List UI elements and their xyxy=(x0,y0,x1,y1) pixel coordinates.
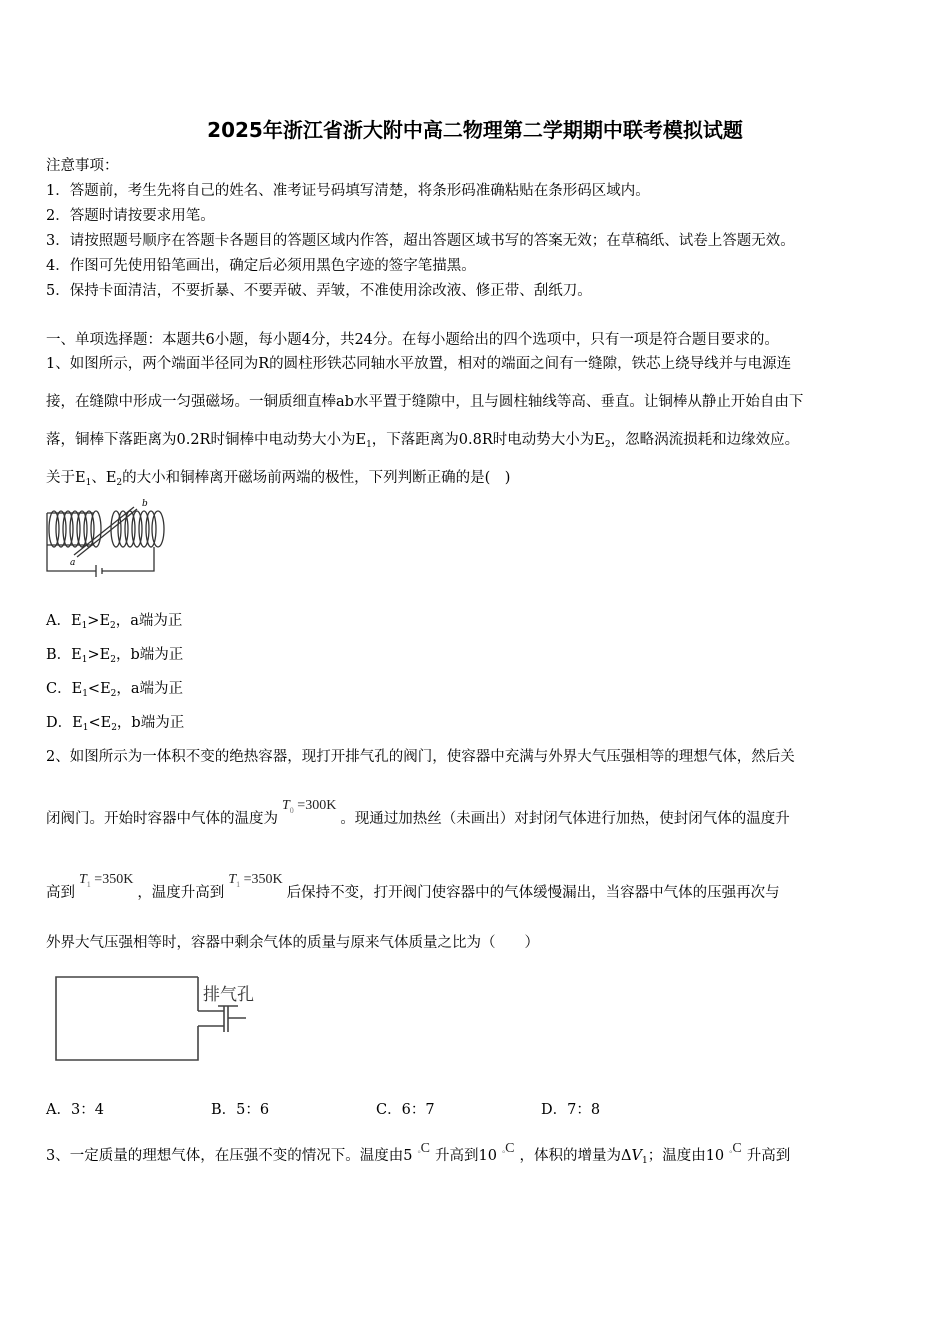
t0-formula: $T_0 =300K$ xyxy=(282,798,337,815)
q1-line: 落，铜棒下落距离为0.2R时铜棒中电动势大小为$E_1$，下落距离为0.8R时电动势大小为$E_2$，忽略涡流损耗和边缘效应。 xyxy=(46,432,800,450)
q2-line: 高到$T_1 =350K$，温度升高到$T_1 =350K$后保持不变，打开阀门使容器中的气体缓慢漏出，当容器中气体的压强再次与 xyxy=(46,872,780,901)
notice-item: 2．答题时请按要求用笔。 xyxy=(46,208,215,224)
vent-label: 排气孔 xyxy=(203,985,254,1005)
q1-line: 接，在缝隙中形成一匀强磁场。一铜质细直棒ab水平置于缝隙中，且与圆柱轴线等高、垂直。让铜棒从静止开始自由下 xyxy=(46,394,804,410)
q1-line: 1、如图所示，两个端面半径同为R的圆柱形铁芯同轴水平放置，相对的端面之间有一缝隙，铁芯上绕导线并与电源连 xyxy=(46,356,792,372)
label-a: a xyxy=(70,558,76,568)
notice-item: 1．答题前，考生先将自己的姓名、准考证号码填写清楚，将条形码准确粘贴在条形码区域内。 xyxy=(46,183,650,199)
q2-option-d[interactable]: D．7：8 xyxy=(541,1102,601,1118)
notice-item: 4．作图可先使用铅笔画出，确定后必须用黑色字迹的签字笔描黑。 xyxy=(46,258,476,274)
q1-option-a[interactable]: A．$E_1>E_2$，a端为正 xyxy=(46,613,183,631)
section-heading: 一、单项选择题：本题共6小题，每小题4分，共24分。在每小题给出的四个选项中，只有一项是符合题目要求的。 xyxy=(46,332,779,348)
notice-heading: 注意事项： xyxy=(46,158,119,174)
t1-formula: $T_1 =350K$ xyxy=(79,872,134,889)
page-title: 2025年浙江省浙大附中高二物理第二学期期中联考模拟试题 xyxy=(207,118,743,142)
q1-option-d[interactable]: D．$E_1<E_2$，b端为正 xyxy=(46,715,185,733)
q3-line: 3、一定质量的理想气体，在压强不变的情况下。温度由5 $^\circ$C 升高到10 $^\circ$C ，体积的增量为$\Delta V_1$；温度由10 $^\circ$C 升高到 xyxy=(46,1141,791,1166)
q1-coil-figure xyxy=(44,497,170,579)
q1-option-c[interactable]: C．$E_1<E_2$，a端为正 xyxy=(46,681,184,699)
label-b: b xyxy=(142,499,148,509)
q2-option-b[interactable]: B．5：6 xyxy=(211,1102,270,1118)
q2-line: 外界大气压强相等时，容器中剩余气体的质量与原来气体质量之比为（ ） xyxy=(46,935,539,951)
q2-line: 2、如图所示为一体积不变的绝热容器，现打开排气孔的阀门，使容器中充满与外界大气压强相等的理想气体，然后关 xyxy=(46,749,795,765)
notice-item: 5．保持卡面清洁，不要折暴、不要弄破、弄皱，不准使用涂改液、修正带、刮纸刀。 xyxy=(46,283,592,299)
q1-line: 关于$E_1$、$E_2$的大小和铜棒离开磁场前两端的极性，下列判断正确的是( ) xyxy=(46,470,511,488)
q2-option-a[interactable]: A．3：4 xyxy=(46,1102,104,1118)
q2-line: 闭阀门。开始时容器中气体的温度为$T_0 =300K$。现通过加热丝（未画出）对封闭气体进行加热，使封闭气体的温度升 xyxy=(46,798,790,827)
t1-formula: $T_1 =350K$ xyxy=(228,872,283,889)
q1-option-b[interactable]: B．$E_1>E_2$，b端为正 xyxy=(46,647,184,665)
q2-option-c[interactable]: C．6：7 xyxy=(376,1102,435,1118)
q2-container-figure xyxy=(52,972,270,1064)
notice-item: 3．请按照题号顺序在答题卡各题目的答题区域内作答，超出答题区域书写的答案无效；在草稿纸、试卷上答题无效。 xyxy=(46,233,795,249)
